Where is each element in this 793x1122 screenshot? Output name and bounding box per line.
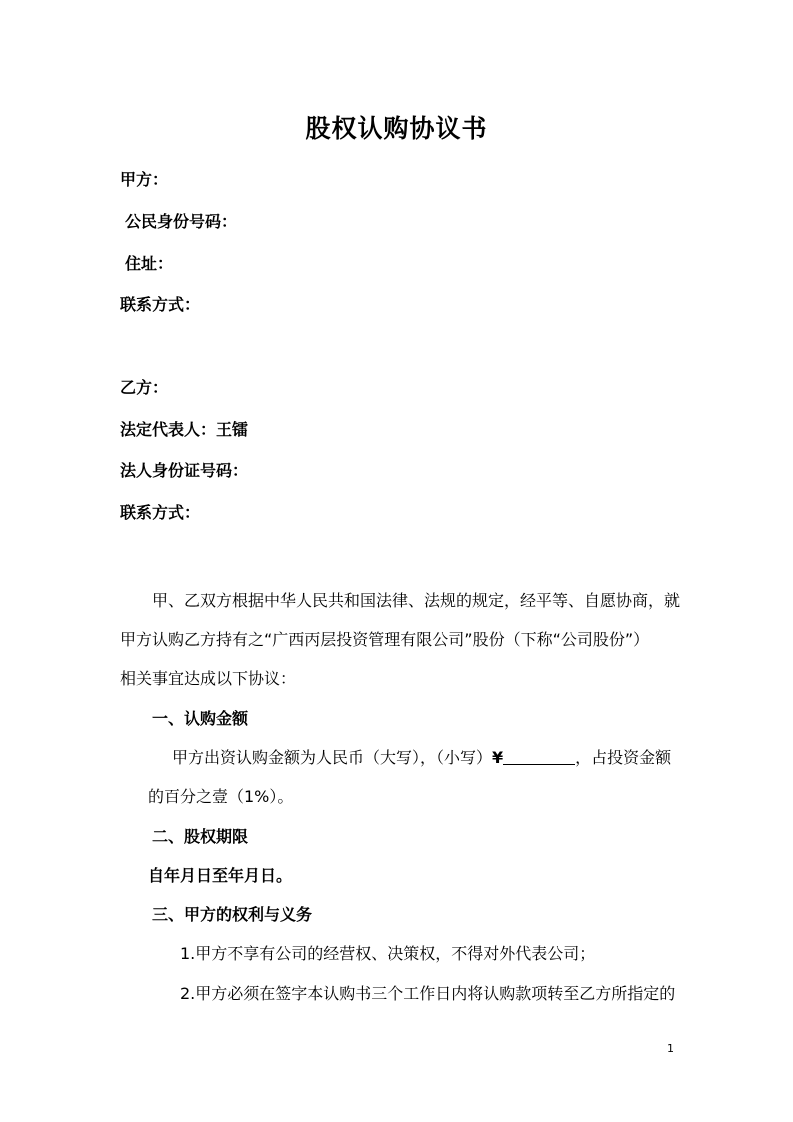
section-3-item-1: 1.甲方不享有公司的经营权、决策权，不得对外代表公司；: [180, 944, 596, 963]
section-3-heading: 三、甲方的权利与义务: [152, 905, 313, 924]
page-number: 1: [667, 1042, 674, 1055]
party-b-contact-label: 联系方式：: [120, 503, 201, 522]
party-a-label: 甲方：: [120, 170, 169, 189]
preamble-line-2: 甲方认购乙方持有之“广西丙层投资管理有限公司”股份（下称“公司股份”）: [120, 630, 650, 649]
section-1-amount-tail: ，占投资金额: [575, 748, 672, 767]
document-title: 股权认购协议书: [305, 114, 488, 143]
section-1-heading: 一、认购金额: [152, 709, 249, 728]
party-a-contact-label: 联系方式：: [120, 295, 201, 314]
party-a-id-label: 公民身份号码：: [125, 212, 238, 231]
currency-symbol: ¥: [492, 748, 504, 767]
party-b-legal-rep: 法定代表人：王镭: [120, 420, 249, 439]
amount-blank-line: [503, 750, 575, 765]
section-1-amount-text: 甲方出资认购金额为人民币（大写），（小写）: [172, 748, 493, 767]
party-b-label: 乙方：: [120, 378, 169, 397]
section-1-line-1: [172, 750, 671, 766]
section-1-line-2: 的百分之壹（1%）。: [148, 787, 294, 806]
section-2-line-1: 自年月日至年月日。: [148, 866, 293, 885]
section-2-heading: 二、股权期限: [152, 827, 249, 846]
preamble-line-1: 甲、乙双方根据中华人民共和国法律、法规的规定，经平等、自愿协商，就: [152, 591, 681, 610]
preamble-line-3: 相关事宜达成以下协议：: [120, 669, 297, 688]
party-b-legal-id-label: 法人身份证号码：: [120, 461, 249, 480]
section-3-item-2: 2.甲方必须在签字本认购书三个工作日内将认购款项转至乙方所指定的: [180, 984, 676, 1003]
party-a-address-label: 住址：: [125, 254, 174, 273]
